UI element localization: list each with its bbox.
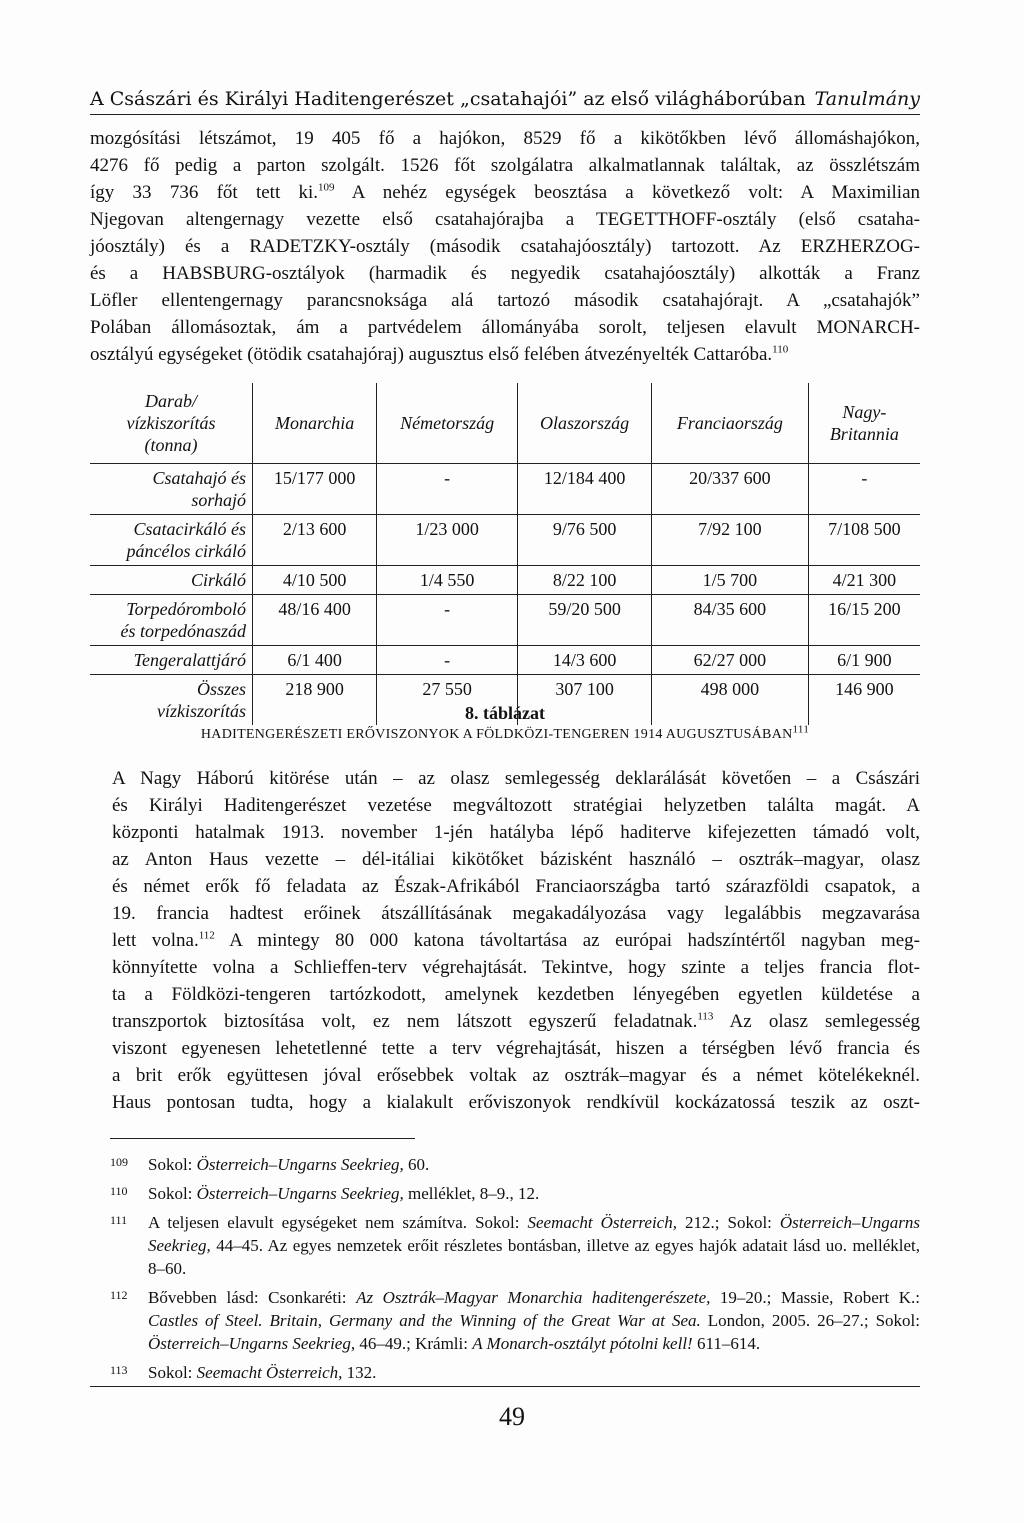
fn-text: 46–49.; Krámli: [355,1334,473,1353]
table-cell: 6/1 400 [253,646,377,675]
corner-line: vízkiszorítás [126,413,216,433]
table-cell: 7/108 500 [808,515,920,566]
table-row [90,566,920,595]
table-cell: - [377,646,518,675]
corner-line: (tonna) [144,435,198,455]
fn-title: Az Osztrák–Magyar Monarchia haditengerészete, [356,1288,711,1307]
footnote-110 [110,1182,920,1205]
text-line: a brit erők együttesen jóval erősebbek voltak az osztrák–magyar és a német kötelékeknél. [112,1065,920,1086]
fn-text: London, 2005. 26–27.; Sokol: [700,1311,920,1330]
page-number: 49 [499,1402,525,1431]
header-section: Tanulmány [814,88,920,110]
text-span: Az olasz semlegesség [729,1011,921,1032]
table-cell: 48/16 400 [253,595,377,646]
label-line: Torpedóromboló [126,599,246,619]
table-cell: - [377,464,518,515]
footnote-number: 109 [110,1155,128,1169]
table-corner-header [90,383,253,464]
text-line: és német erők fő feladata az Észak-Afrikából Franciaországba tartó szárazföldi csapatok, a [112,876,920,897]
fn-text: 611–614. [692,1334,761,1353]
table-cell: 1/4 550 [377,566,518,595]
table-caption-title [90,723,920,743]
text-line: az Anton Haus vezette – dél-itáliai kikötőket bázisként használó – osztrák–magyar, olasz [112,849,920,870]
table-cell: 4/21 300 [808,566,920,595]
fn-text: Sokol: [148,1363,197,1382]
text-line: és a HABSBURG-osztályok (harmadik és negyedik csatahajóosztály) alkották a Franz [90,263,920,284]
table-cell: 15/177 000 [253,464,377,515]
table-caption-number: 8. táblázat [465,703,545,723]
table-cell: 7/92 100 [652,515,809,566]
corner-line: Darab/ [144,391,197,411]
label-line: vízkiszorítás [156,701,246,721]
table-cell: 14/3 600 [517,646,651,675]
text-line: mozgósítási létszámot, 19 405 fő a hajókon, 8529 fő a kikötőkben lévő állomáshajókon, [90,128,920,149]
label-line: Csatacirkáló és [133,519,246,539]
naval-forces-table [90,383,920,725]
text-line: 4276 fő pedig a parton szolgált. 1526 főt szolgálatra alkalmatlannak találtak, az összlétszám [90,155,920,176]
row-label [90,595,253,646]
header-title: A Császári és Királyi Haditengerészet „csatahajói” az első világháborúban [90,88,806,110]
text-line: Njegovan altengernagy vezette első csatahajórajba a TEGETTHOFF-osztály (első csataha- [90,209,920,230]
table-row [90,646,920,675]
fn-title: Seemacht Österreich, [527,1213,677,1232]
column-header: Németország [377,383,518,464]
text-span: lett volna. [112,930,199,951]
text-span: így 33 736 főt tett ki. [90,182,319,203]
text-line: 19. francia hadtest erőinek átszállításának megakadályozása vagy legalábbis megzavarása [112,903,920,924]
footnote-ref[interactable]: 112 [198,929,215,942]
footnote-ref[interactable]: 110 [772,343,789,356]
fn-text: 44–45. Az egyes nemzetek erőit részletes bontásban, illetve az egyes hajók adatait lásd uo. melléklet, 8–60. [148,1236,920,1278]
table-row [90,595,920,646]
fn-title: Österreich–Ungarns Seekrieg, [148,1334,356,1353]
footnote-number: 113 [110,1363,128,1377]
label-line: sorhajó [191,490,246,510]
paragraph-2 [90,765,920,1116]
text-line [90,341,920,368]
text-line: ta a Földközi-tengeren tartózkodott, amelynek kezdetben lényegében egyetlen küldetése a [112,984,920,1005]
table-cell: 1/5 700 [652,566,809,595]
fn-title: Castles of Steel. Britain, Germany and the Winning of the Great War at Sea. [148,1311,701,1330]
fn-title: Seemacht Österreich, [196,1363,343,1382]
footnote-separator [110,1138,415,1139]
fn-title: Österreich–Ungarns Seekrieg, [196,1184,404,1203]
footnote-number: 110 [110,1184,128,1198]
paragraph-1 [90,125,920,368]
text-line [90,1008,920,1035]
text-line: Haus pontosan tudta, hogy a kialakult erőviszonyok rendkívül kockázatossá teszik az oszt- [112,1092,920,1113]
fn-text: A teljesen elavult egységeket nem számítva. Sokol: [148,1213,528,1232]
text-line: Polában állomásoztak, ám a partvédelem állományába sorolt, teljesen elavult MONARCH- [90,317,920,338]
table-cell: 16/15 200 [808,595,920,646]
label-line: és torpedónaszád [120,621,246,641]
label-line: páncélos cirkáló [126,541,246,561]
table-cell: 4/10 500 [253,566,377,595]
column-header: Olaszország [517,383,651,464]
text-span: osztályú egységeket (ötödik csatahajóraj) augusztus első felében átvezényelték Cattaróba. [90,344,773,365]
fn-title: Österreich–Ungarns Seekrieg, [148,1213,920,1255]
footnote-ref[interactable]: 109 [318,181,335,194]
text-line: viszont egyenesen lehetetlenné tette a terv végrehajtását, hiszen a térségben lévő francia és [112,1038,920,1059]
fn-text: 212.; Sokol: [676,1213,780,1232]
row-label [90,515,253,566]
header-line: Britannia [829,424,899,444]
fn-text: 19–20.; Massie, Robert K.: [710,1288,920,1307]
footnotes [110,1153,920,1390]
footnote-number: 111 [110,1213,128,1227]
table-cell: 9/76 500 [517,515,651,566]
fn-text: Sokol: [148,1155,197,1174]
footnote-ref[interactable]: 113 [697,1010,714,1023]
column-header [808,383,920,464]
caption-text: HADITENGERÉSZETI ERŐVISZONYOK A FÖLDKÖZI-TENGEREN 1914 AUGUSZTUSÁBAN [200,727,793,742]
table-cell: 27 550 [377,675,518,726]
text-line [90,179,920,206]
text-line: és Királyi Haditengerészet vezetése megváltozott stratégiai helyzetben találta magát. A [112,795,920,816]
text-line: jóosztály) és a RADETZKY-osztály (második csatahajóosztály) tartozott. Az ERZHERZOG- [90,236,920,257]
text-line: A Nagy Háború kitörése után – az olasz semlegesség deklarálását követően – a Császári [112,768,920,789]
table-row [90,464,920,515]
bottom-rule [90,1386,920,1387]
text-line: Löfler ellentengernagy parancsnoksága alá tartozó második csatahajórajt. A „csatahajók” [90,290,920,311]
table-cell: 1/23 000 [377,515,518,566]
text-span: A nehéz egységek beosztása a következő volt: A Maximilian [351,182,921,203]
table-cell: 218 900 [253,675,377,726]
text-line: könnyítette volna a Schlieffen-terv végrehajtását. Tekintve, hogy szinte a teljes francia flot- [112,957,920,978]
fn-title: A Monarch-osztályt pótolni kell! [472,1334,693,1353]
row-label [90,464,253,515]
header-line: Nagy- [842,402,887,422]
fn-text: melléklet, 8–9., 12. [403,1184,540,1203]
fn-text: 132. [342,1363,377,1382]
table-cell: 8/22 100 [517,566,651,595]
footnote-113 [110,1361,920,1384]
row-label: Tengeralattjáró [90,646,253,675]
fn-text: Sokol: [148,1184,197,1203]
fn-title: Österreich–Ungarns Seekrieg, [196,1155,404,1174]
table-row [90,515,920,566]
table-cell: 12/184 400 [517,464,651,515]
table-cell: - [808,464,920,515]
table-cell: - [377,595,518,646]
footnote-109 [110,1153,920,1176]
column-header: Monarchia [253,383,377,464]
table-cell: 59/20 500 [517,595,651,646]
text-line: központi hatalmak 1913. november 1-jén hatályba lépő haditerve kifejezetten támadó volt, [112,822,920,843]
table-cell: 146 900 [835,679,894,699]
footnote-111 [110,1211,920,1280]
footnote-112 [110,1286,920,1355]
table-cell: 62/27 000 [652,646,809,675]
table-cell: 6/1 900 [808,646,920,675]
table-cell: 307 100 [517,675,651,726]
running-header [90,88,920,115]
text-line [90,927,920,954]
footnote-number: 112 [110,1288,128,1302]
row-label: Cirkáló [90,566,253,595]
fn-text: Bővebben lásd: Csonkaréti: [148,1288,357,1307]
table-cell: 498 000 [652,675,809,726]
text-span: transzportok biztosítása volt, ez nem látszott egyszerű feladatnak. [112,1011,698,1032]
column-header: Franciaország [652,383,809,464]
text-span: A mintegy 80 000 katona távoltartása az európai hadszíntértől nagyban meg- [229,930,921,951]
label-line: Összes [196,679,246,699]
table-cell: 2/13 600 [253,515,377,566]
footnote-ref[interactable]: 111 [792,723,810,736]
table-cell: 20/337 600 [652,464,809,515]
label-line: Csatahajó és [152,468,246,488]
table-cell: 84/35 600 [652,595,809,646]
fn-text: 60. [403,1155,430,1174]
